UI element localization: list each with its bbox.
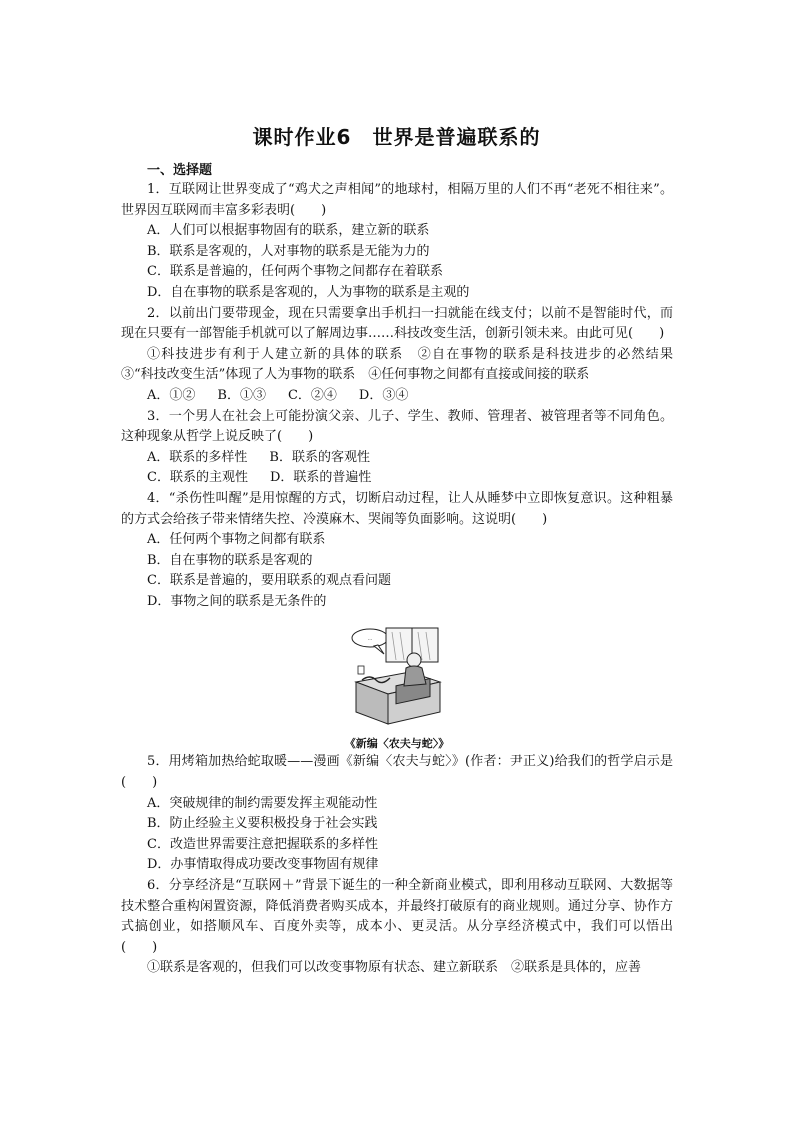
question-4-option-d: D．事物之间的联系是无条件的	[147, 593, 327, 609]
cartoon-figure	[121, 626, 673, 752]
question-3-option-b: B．联系的客观性	[269, 449, 370, 465]
question-6-items: ①联系是客观的，但我们可以改变事物原有状态、建立新联系 ②联系是具体的，应善	[147, 960, 642, 976]
question-2-options	[121, 386, 673, 407]
question-5-stem: 5．用烤箱加热给蛇取暖——漫画《新编〈农夫与蛇〉》(作者：尹正义)给我们的哲学启示是( )	[121, 754, 673, 791]
question-1-stem: 1．互联网让世界变成了“鸡犬之声相闻”的地球村，相隔万里的人们不再“老死不相往来”。世界因互联网而丰富多彩表明( )	[121, 182, 673, 218]
question-3-stem: 3．一个男人在社会上可能扮演父亲、儿子、学生、教师、管理者、被管理者等不同角色。这种现象从哲学上说反映了( )	[121, 408, 673, 445]
question-4-option-b: B．自在事物的联系是客观的	[147, 552, 313, 568]
question-1-option-b: B．联系是客观的，人对事物的联系是无能为力的	[147, 243, 430, 259]
page-title: 课时作业6 世界是普遍联系的	[252, 125, 541, 149]
question-5-option-d: D．办事情取得成功要改变事物固有规律	[147, 857, 379, 873]
question-3-option-d: D．联系的普遍性	[269, 470, 372, 486]
question-5-option-b: B．防止经验主义要积极投身于社会实践	[147, 816, 378, 832]
question-6-stem: 6．分享经济是“互联网＋”背景下诞生的一种全新商业模式，即利用移动互联网、大数据等技术整合重构闲置资源，降低消费者购买成本，并最终打破原有的商业规则。通过分享、协作方式搞创业，如搭顺风车、百度外卖等，成本小、更灵活。从分享经济模式中，我们可以悟出( )	[121, 878, 673, 955]
figure-caption: 《新编〈农夫与蛇〉》	[344, 737, 450, 751]
question-4-option-c: C．联系是普遍的，要用联系的观点看问题	[147, 573, 391, 589]
question-body	[121, 180, 687, 979]
question-2-stem: 2．以前出门要带现金，现在只需要拿出手机扫一扫就能在线支付；以前不是智能时代，而现在只要有一部智能手机就可以了解周边事……科技改变生活，创新引领未来。由此可见( )	[121, 305, 673, 342]
question-5-option-a: A．突破规律的制约需要发挥主观能动性	[147, 795, 378, 811]
question-2-option-b: B．①③	[217, 387, 266, 403]
question-3-options-ab	[121, 448, 673, 469]
question-1-option-d: D．自在事物的联系是客观的，人为事物的联系是主观的	[147, 284, 470, 300]
question-2-option-c: C．②④	[287, 387, 337, 403]
question-3-options-cd	[121, 468, 673, 489]
question-2-option-d: D．③④	[358, 387, 409, 403]
question-4-stem: 4．“杀伤性叫醒”是用惊醒的方式，切断启动过程，让人从睡梦中立即恢复意识。这种粗暴的方式会给孩子带来情绪失控、冷漠麻木、哭闹等负面影响。这说明( )	[121, 490, 673, 527]
cartoon-illustration	[348, 626, 448, 730]
question-1-option-c: C．联系是普遍的，任何两个事物之间都存在着联系	[147, 264, 443, 280]
question-3-option-a: A．联系的多样性	[147, 449, 248, 465]
svg-text:…: …	[367, 636, 373, 643]
question-4-option-a: A．任何两个事物之间都有联系	[147, 532, 326, 548]
question-3-option-c: C．联系的主观性	[147, 470, 248, 486]
question-2-option-a: A．①②	[147, 387, 196, 403]
question-5-option-c: C．改造世界需要注意把握联系的多样性	[147, 836, 378, 852]
question-1-option-a: A．人们可以根据事物固有的联系，建立新的联系	[147, 223, 430, 239]
question-2-items: ①科技进步有利于人建立新的具体的联系 ②自在事物的联系是科技进步的必然结果 ③“科技改变生活”体现了人为事物的联系 ④任何事物之间都有直接或间接的联系	[121, 346, 687, 383]
section-heading: 一、选择题	[147, 163, 213, 178]
